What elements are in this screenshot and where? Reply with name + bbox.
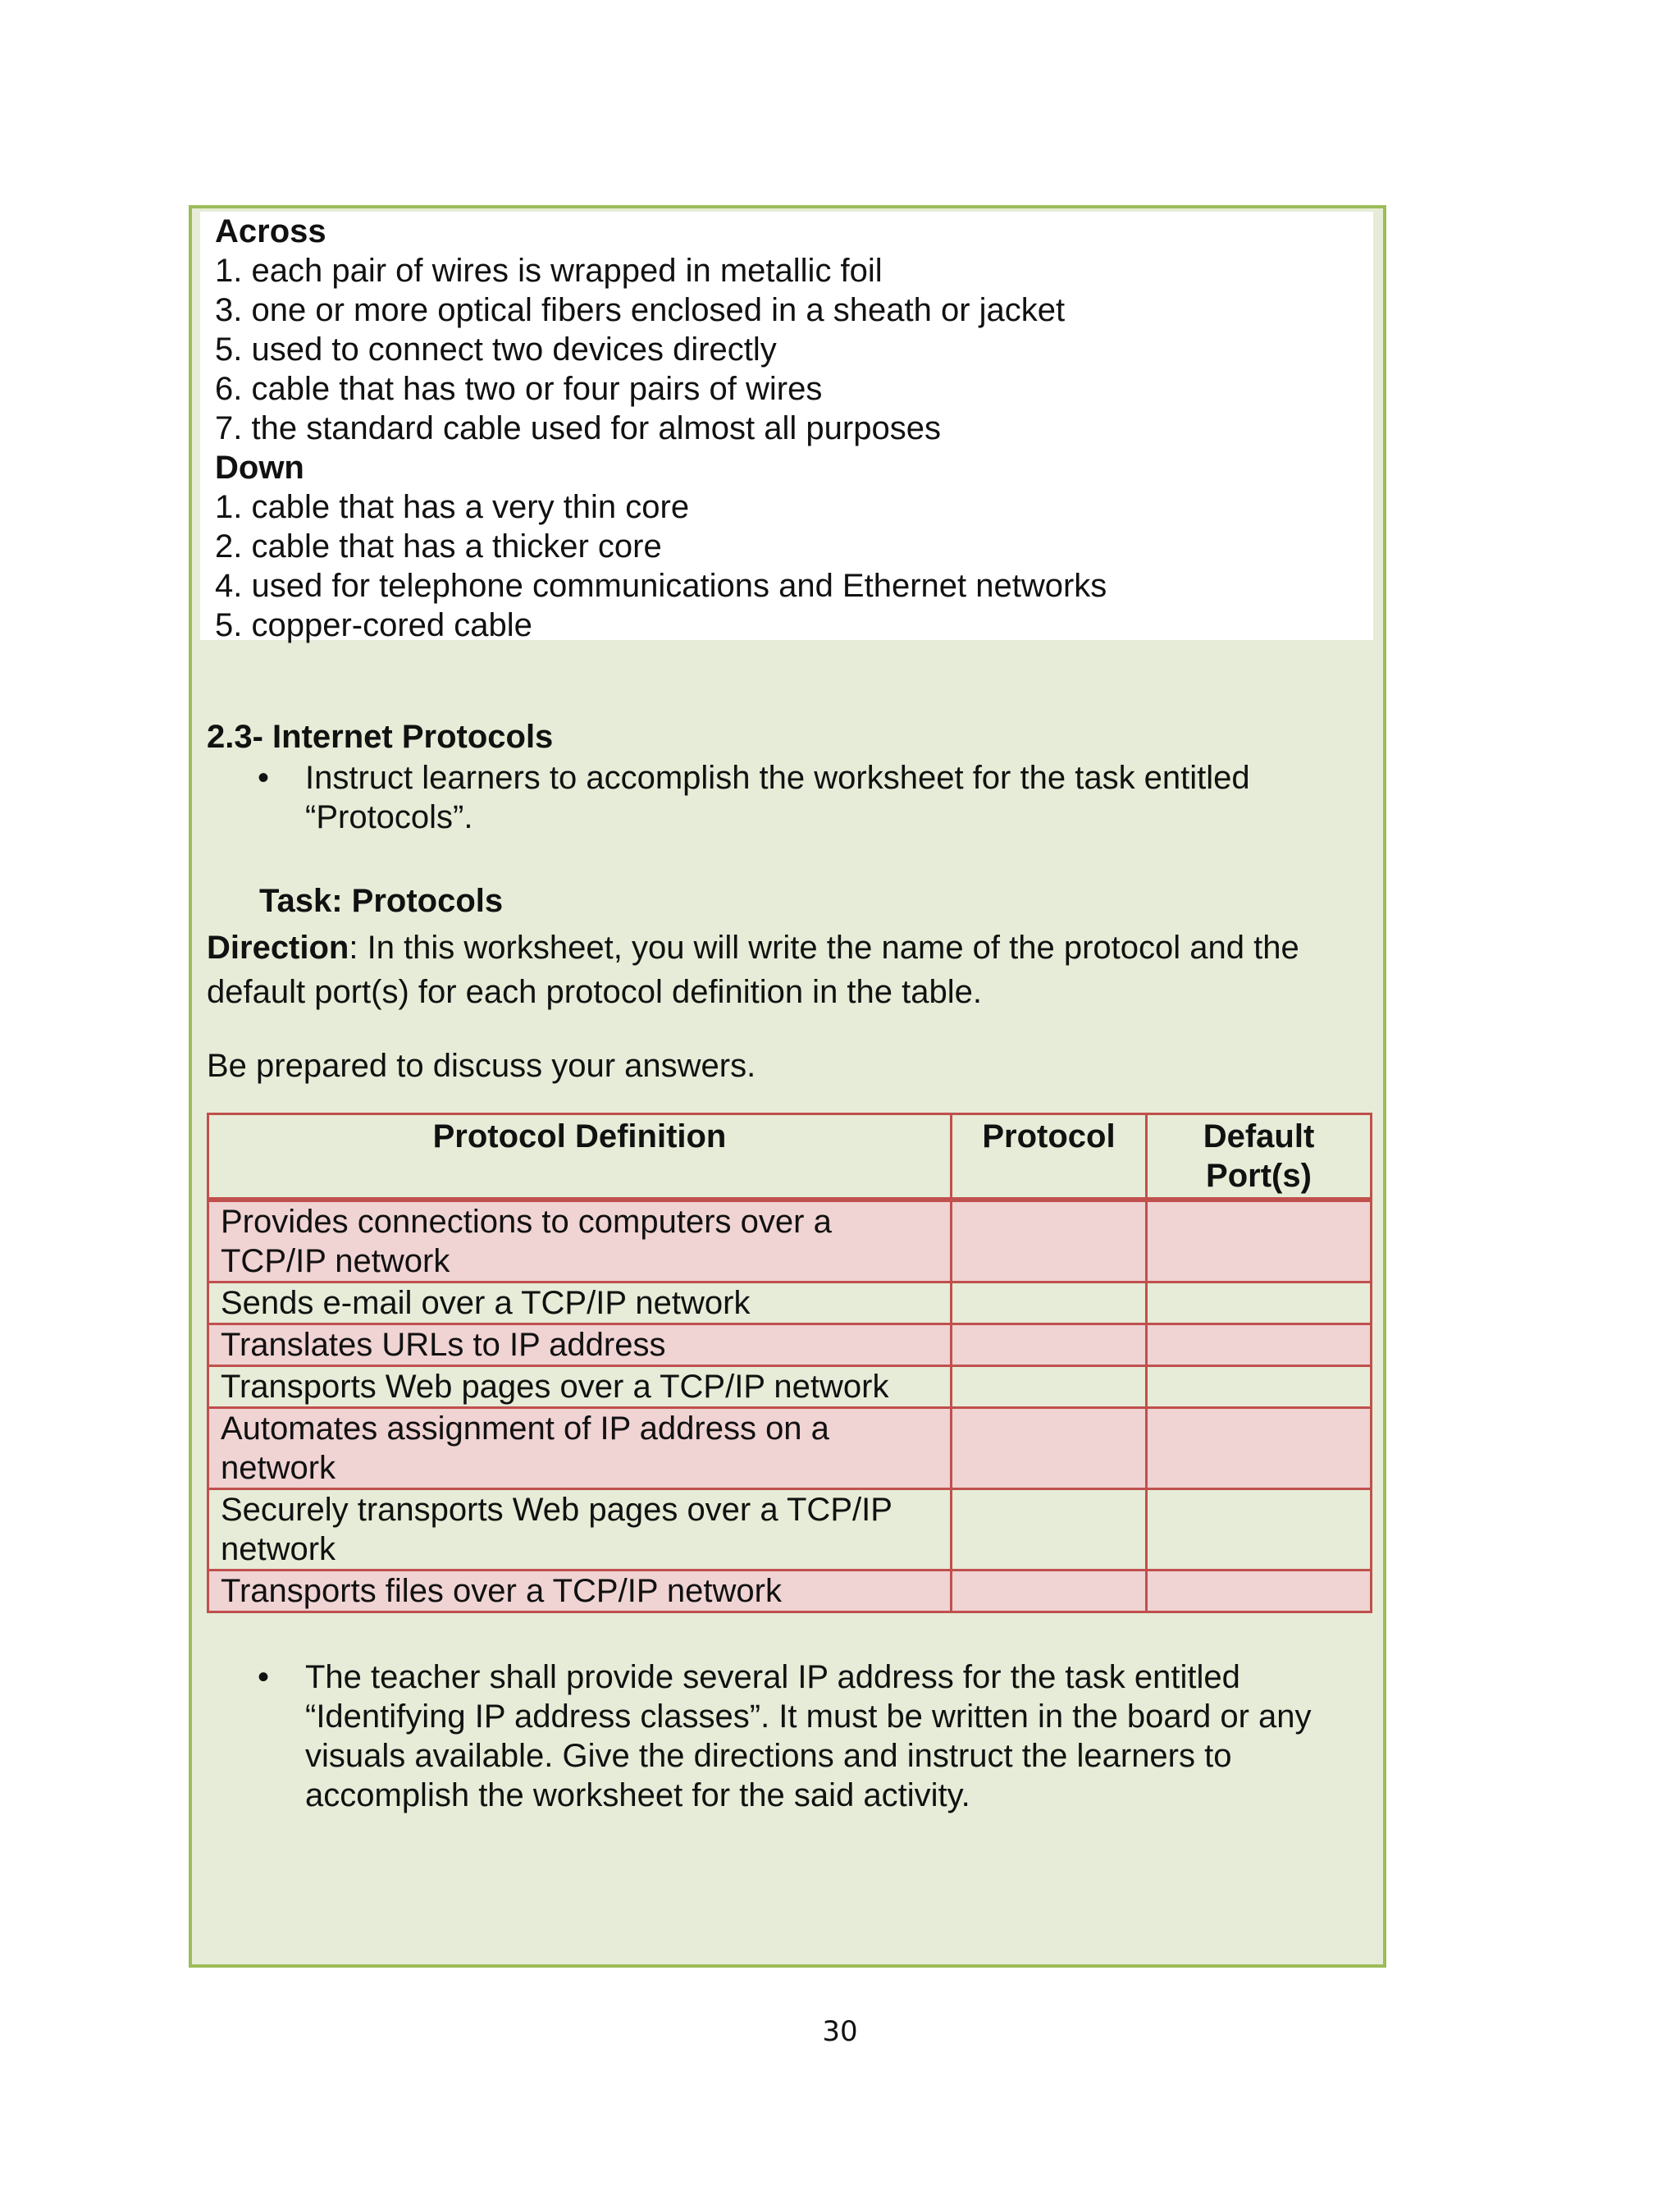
down-clue: 5. copper-cored cable [215, 607, 532, 643]
definition-cell: Automates assignment of IP address on a network [208, 1408, 952, 1489]
prepare-text: Be prepared to discuss your answers. [207, 1048, 756, 1084]
protocols-table [207, 1113, 1372, 1613]
table-row [208, 1200, 1372, 1282]
definition-cell: Sends e-mail over a TCP/IP network [208, 1282, 952, 1324]
header-protocol: Protocol [952, 1114, 1147, 1200]
definition-cell: Transports Web pages over a TCP/IP network [208, 1366, 952, 1408]
table-row [208, 1324, 1372, 1366]
across-clue: 3. one or more optical fibers enclosed in a sheath or jacket [215, 292, 1066, 328]
bullet-text: accomplish the worksheet for the said activity. [305, 1777, 970, 1813]
definition-cell: Transports files over a TCP/IP network [208, 1570, 952, 1612]
table-header-row [208, 1114, 1372, 1200]
lesson-panel [189, 205, 1386, 1968]
port-answer-cell[interactable] [1147, 1366, 1372, 1408]
down-heading: Down [215, 450, 304, 486]
bullet-text: visuals available. Give the directions and instruct the learners to [305, 1738, 1232, 1774]
bullet-text: “Protocols”. [305, 799, 473, 835]
protocol-answer-cell[interactable] [952, 1408, 1147, 1489]
across-clue: 1. each pair of wires is wrapped in metallic foil [215, 253, 883, 289]
definition-cell: Securely transports Web pages over a TCP/IP network [208, 1489, 952, 1570]
port-answer-cell[interactable] [1147, 1489, 1372, 1570]
direction-label: Direction [207, 930, 349, 966]
header-default-ports: Default Port(s) [1147, 1114, 1372, 1200]
protocol-answer-cell[interactable] [952, 1570, 1147, 1612]
table-row [208, 1570, 1372, 1612]
protocol-answer-cell[interactable] [952, 1324, 1147, 1366]
table-row [208, 1489, 1372, 1570]
task-title: Task: Protocols [259, 883, 504, 919]
port-answer-cell[interactable] [1147, 1200, 1372, 1282]
bullet-icon: • [258, 1659, 270, 1695]
definition-cell: Translates URLs to IP address [208, 1324, 952, 1366]
bullet-text: “Identifying IP address classes”. It must be written in the board or any [305, 1699, 1312, 1735]
protocol-answer-cell[interactable] [952, 1200, 1147, 1282]
protocol-answer-cell[interactable] [952, 1489, 1147, 1570]
table-row [208, 1366, 1372, 1408]
across-clue: 5. used to connect two devices directly [215, 331, 777, 368]
protocol-answer-cell[interactable] [952, 1282, 1147, 1324]
definition-cell: Provides connections to computers over a TCP/IP network [208, 1200, 952, 1282]
direction-line-2: default port(s) for each protocol definition in the table. [207, 974, 982, 1010]
across-clue: 7. the standard cable used for almost all purposes [215, 410, 941, 446]
across-clue: 6. cable that has two or four pairs of wires [215, 371, 823, 407]
across-heading: Across [215, 213, 326, 249]
table-row [208, 1408, 1372, 1489]
page-number: 30 [822, 2015, 858, 2048]
port-answer-cell[interactable] [1147, 1282, 1372, 1324]
table-row [208, 1282, 1372, 1324]
port-answer-cell[interactable] [1147, 1324, 1372, 1366]
protocol-answer-cell[interactable] [952, 1366, 1147, 1408]
bullet-text: The teacher shall provide several IP address for the task entitled [305, 1659, 1240, 1695]
down-clue: 1. cable that has a very thin core [215, 489, 690, 525]
down-clue: 4. used for telephone communications and Ethernet networks [215, 568, 1107, 604]
down-clue: 2. cable that has a thicker core [215, 528, 662, 565]
port-answer-cell[interactable] [1147, 1408, 1372, 1489]
bullet-icon: • [258, 760, 270, 796]
port-answer-cell[interactable] [1147, 1570, 1372, 1612]
header-protocol-definition: Protocol Definition [208, 1114, 952, 1200]
section-heading: 2.3- Internet Protocols [207, 719, 554, 755]
bullet-text: Instruct learners to accomplish the worksheet for the task entitled [305, 760, 1250, 796]
direction-text: : In this worksheet, you will write the name of the protocol and the [349, 930, 1299, 966]
direction-line-1 [207, 926, 1299, 970]
crossword-clues-box [200, 212, 1373, 643]
